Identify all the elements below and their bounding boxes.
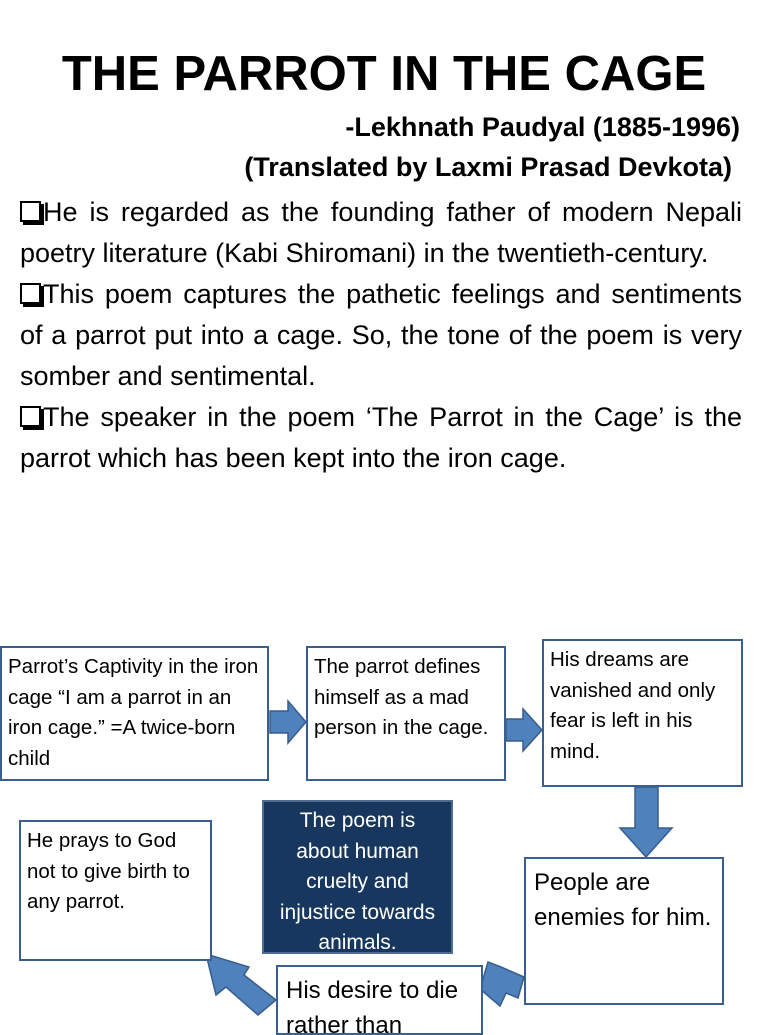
flow-box-dreams-vanished: His dreams are vanished and only fear is left in his mind. [542, 639, 743, 787]
flow-box-desire-to-die: His desire to die rather than [276, 965, 483, 1035]
arrow-down-icon [620, 787, 672, 857]
translator-line: (Translated by Laxmi Prasad Devkota) [244, 152, 732, 182]
arrow-right-icon [270, 701, 306, 743]
flow-box-captivity: Parrot’s Captivity in the iron cage “I am a parrot in an iron cage.” =A twice-born child [0, 646, 269, 781]
arrow-right-icon [506, 709, 542, 751]
bullet-text: The speaker in the poem ‘The Parrot in the Cage’ is the parrot which has been kept into the iron cage. [20, 402, 742, 473]
author-line: -Lekhnath Paudyal (1885-1996) [345, 112, 740, 142]
flow-box-people-enemies: People are enemies for him. [524, 857, 724, 1005]
arrow-up-left-icon [206, 954, 276, 1015]
flow-box-prays-to-god: He prays to God not to give birth to any parrot. [19, 820, 212, 961]
center-theme-box: The poem is about human cruelty and injustice towards animals. [262, 800, 453, 954]
bullet-text: This poem captures the pathetic feelings and sentiments of a parrot put into a cage. So, the tone of the poem is very somber and sentimental. [20, 279, 742, 391]
flow-box-mad-person: The parrot defines himself as a mad person in the cage. [306, 646, 506, 781]
page-title: THE PARROT IN THE CAGE [61, 47, 707, 101]
arrow-down-left-icon [480, 962, 524, 1006]
bullet-text: He is regarded as the founding father of modern Nepali poetry literature (Kabi Shiromani) in the twentieth-century. [20, 197, 742, 268]
